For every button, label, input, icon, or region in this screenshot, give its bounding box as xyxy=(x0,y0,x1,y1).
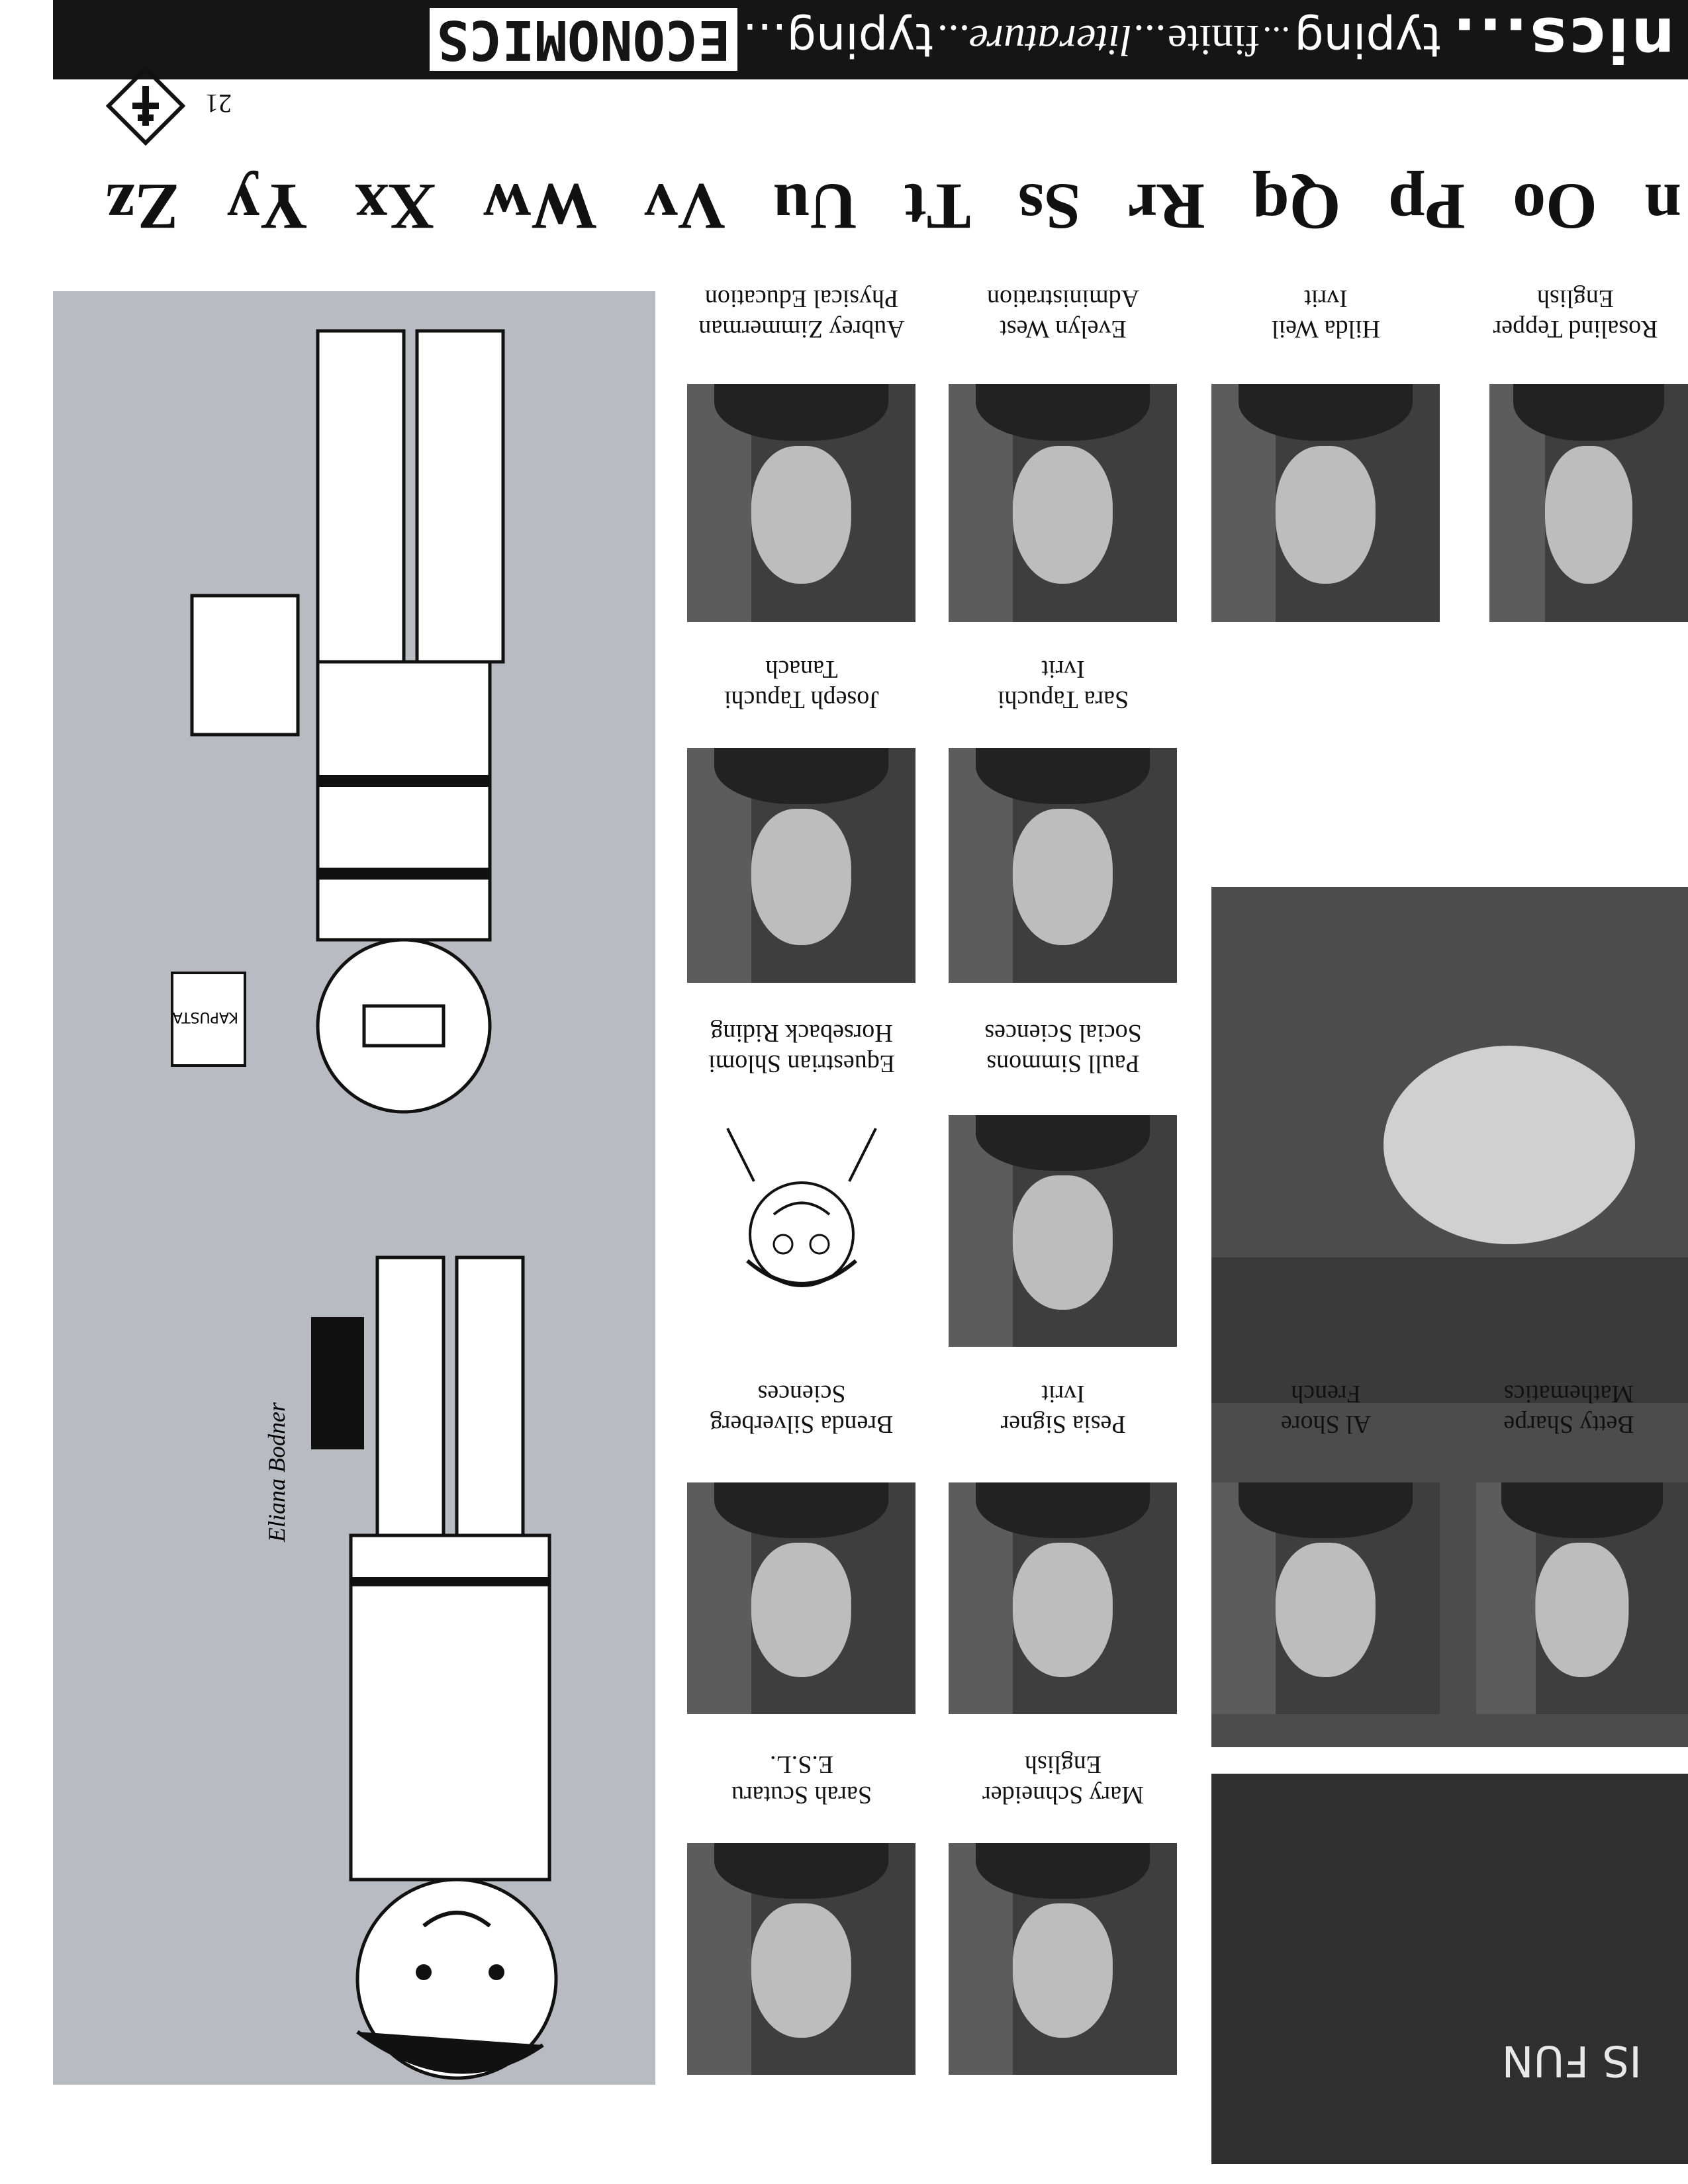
faculty-subject: Ivrit xyxy=(1041,1380,1085,1408)
faculty-subject: Mathematics xyxy=(1503,1380,1634,1408)
subject-strip xyxy=(53,0,1688,79)
cartoon-panel xyxy=(53,291,655,2085)
alphabet-letter: Vv xyxy=(644,170,726,244)
faculty-name: Mary Schneider xyxy=(982,1781,1144,1809)
faculty-name: Sarah Scutaru xyxy=(731,1781,872,1809)
alphabet-letter: Uu xyxy=(773,170,858,244)
alphabet-letter: Xx xyxy=(355,170,436,244)
faculty-subject: Ivrit xyxy=(1041,655,1085,683)
strip-text-7: ECONOMICS xyxy=(430,9,737,71)
caption-hilda-weil xyxy=(1194,283,1458,344)
cartoon-teacher-2 xyxy=(53,298,655,1158)
alphabet-letter: Rr xyxy=(1128,170,1205,244)
faculty-subject: Horseback Riding xyxy=(710,1019,893,1047)
alphabet-letter: Yy xyxy=(226,170,308,244)
faculty-name: Brenda Silverberg xyxy=(710,1410,894,1438)
chalkboard-photo xyxy=(1211,1774,1688,2164)
photo-paull-simmons xyxy=(949,1115,1177,1347)
alphabet-letter: Pp xyxy=(1387,170,1466,244)
photo-pesia-signer xyxy=(949,1482,1177,1714)
strip-text-5: ...literature... xyxy=(936,16,1165,64)
caption-sarah-scutaru xyxy=(669,1749,934,1810)
faculty-name: Pesia Signer xyxy=(1000,1410,1126,1438)
signature-1: Eliana Bodner xyxy=(263,1402,290,1542)
faculty-subject: English xyxy=(1536,285,1615,312)
caption-aubrey-zimmerman xyxy=(669,283,934,344)
alphabet-row xyxy=(53,169,1688,245)
faculty-name: Paull Simmons xyxy=(986,1050,1140,1077)
faculty-name: Hilda Weil xyxy=(1271,315,1381,343)
faculty-subject: Sciences xyxy=(757,1380,846,1408)
caption-al-shore xyxy=(1194,1379,1458,1439)
faculty-subject: English xyxy=(1024,1751,1102,1778)
caption-joseph-tapuchi xyxy=(669,654,934,715)
strip-text-6: typing... xyxy=(742,13,934,67)
alphabet-letter: Qq xyxy=(1252,170,1341,244)
page-number: 21 xyxy=(205,89,232,118)
strip-text-3: ... xyxy=(1262,19,1291,60)
photo-mary-schneider xyxy=(949,1843,1177,2075)
school-logo-icon xyxy=(106,66,185,146)
cartoon-equestrian-shlomi xyxy=(687,1115,915,1347)
caption-pesia-signer xyxy=(931,1379,1196,1439)
faculty-name: Sara Tapuchi xyxy=(997,686,1129,713)
caption-rosalind-tepper xyxy=(1443,283,1688,344)
strip-text-4: finite xyxy=(1167,16,1260,64)
faculty-subject: Social Sciences xyxy=(984,1019,1142,1047)
faculty-subject: Tanach xyxy=(765,655,838,683)
caption-brenda-silverberg xyxy=(669,1379,934,1439)
caption-equestrian-shlomi xyxy=(669,1018,934,1079)
caption-mary-schneider xyxy=(931,1749,1196,1810)
faculty-subject: Administration xyxy=(986,285,1140,312)
faculty-name: Evelyn West xyxy=(1000,315,1127,343)
faculty-name: Aubrey Zimmerman xyxy=(698,315,905,343)
alphabet-letter: Tt xyxy=(904,170,971,244)
faculty-subject: E.S.L. xyxy=(769,1751,834,1778)
faculty-subject: French xyxy=(1291,1380,1361,1408)
caption-betty-sharpe xyxy=(1436,1379,1688,1439)
photo-sara-tapuchi xyxy=(949,748,1177,983)
faculty-name: Betty Sharpe xyxy=(1503,1410,1634,1438)
strip-text-1: nics... xyxy=(1450,4,1675,75)
photo-aubrey-zimmerman xyxy=(687,384,915,622)
photo-al-shore xyxy=(1211,1482,1440,1714)
chalkboard-text: IS FUN xyxy=(1501,2036,1642,2085)
alphabet-letter: Ss xyxy=(1018,170,1081,244)
photo-sarah-scutaru xyxy=(687,1843,915,2075)
alphabet-letter: Zz xyxy=(106,170,180,244)
photo-betty-sharpe xyxy=(1476,1482,1688,1714)
caption-evelyn-west xyxy=(931,283,1196,344)
alphabet-letter: n xyxy=(1644,170,1681,244)
photo-joseph-tapuchi xyxy=(687,748,915,983)
photo-evelyn-west xyxy=(949,384,1177,622)
caption-sara-tapuchi xyxy=(931,654,1196,715)
caption-paull-simmons xyxy=(931,1018,1196,1079)
mug-text: KAPUSTA xyxy=(172,1009,238,1025)
cartoon-teacher-1 xyxy=(53,1224,655,2085)
faculty-subject: Ivrit xyxy=(1304,285,1348,312)
faculty-name: Al Shore xyxy=(1280,1410,1372,1438)
strip-text-2: typing xyxy=(1294,13,1441,67)
faculty-subject: Physical Education xyxy=(704,285,899,312)
photo-rosalind-tepper xyxy=(1489,384,1688,622)
alphabet-letter: Ww xyxy=(483,170,598,244)
faculty-name: Rosalind Tepper xyxy=(1493,315,1658,343)
photo-hilda-weil xyxy=(1211,384,1440,622)
alphabet-letter: Oo xyxy=(1513,170,1597,244)
photo-brenda-silverberg xyxy=(687,1482,915,1714)
faculty-name: Joseph Tapuchi xyxy=(724,686,880,713)
faculty-name: Equestrian Shlomi xyxy=(708,1050,895,1077)
